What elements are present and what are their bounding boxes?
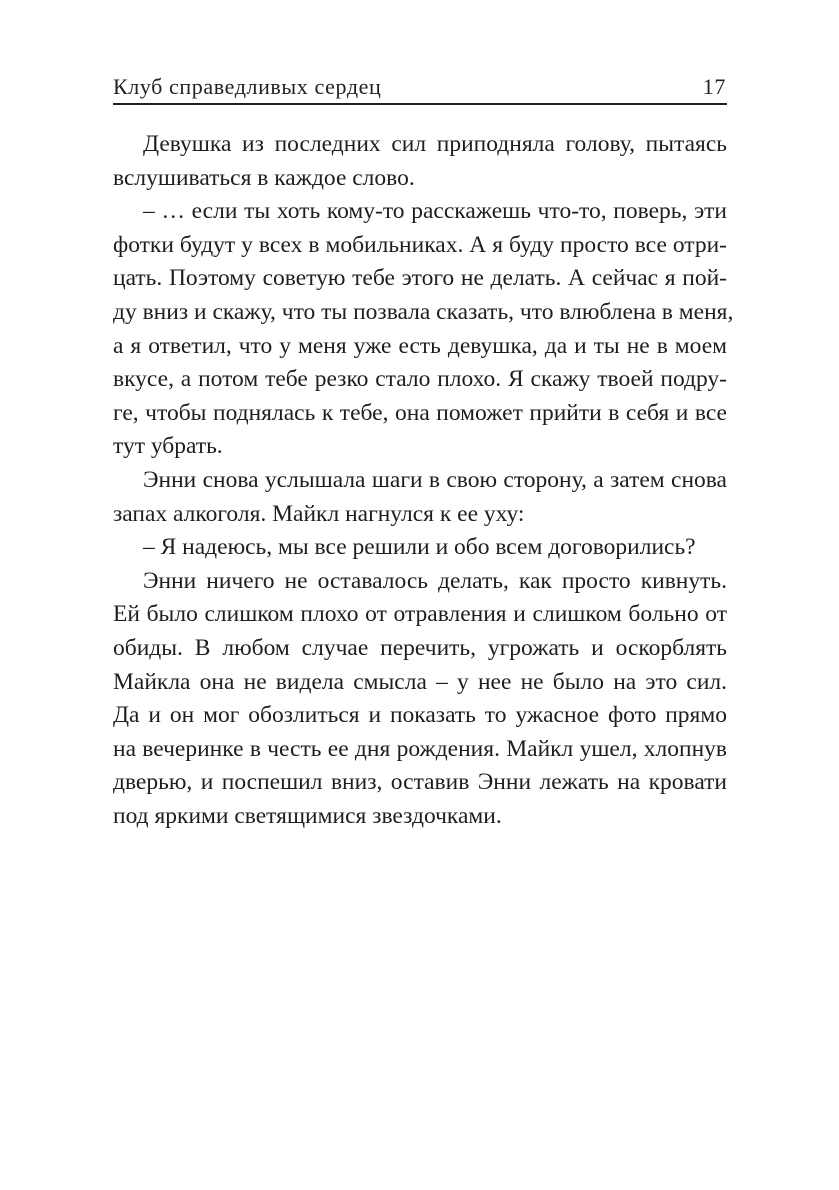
text-line: на вечеринке в честь ее дня рождения. Майкл ушел, хлопнув	[113, 735, 727, 762]
running-header	[113, 64, 726, 100]
text-line: – … если ты хоть кому-то расскажешь что-то, поверь, эти	[143, 198, 727, 225]
text-line: вслушиваться в каждое слово.	[113, 164, 415, 191]
text-line: обиды. В любом случае перечить, угрожать и оскорблять	[113, 634, 727, 661]
text-line: ге, чтобы поднялась к тебе, она поможет прийти в себя и все	[113, 399, 727, 426]
book-title: Клуб справедливых сердец	[113, 74, 382, 99]
text-line: Ей было слишком плохо от отравления и слишком больно от	[113, 601, 727, 628]
page-number: 17	[702, 74, 726, 99]
text-line: тут убрать.	[113, 433, 223, 460]
text-line: Да и он мог обозлиться и показать то ужасное фото прямо	[113, 702, 727, 729]
text-line: ду вниз и скажу, что ты позвала сказать, что влюблена в меня,	[113, 298, 734, 325]
text-line: под яркими светящимися звездочками.	[113, 802, 502, 829]
text-line: Энни ничего не оставалось делать, как просто кивнуть.	[143, 567, 727, 594]
text-line: Майкла она не видела смысла – у нее не было на это сил.	[113, 668, 727, 695]
text-line: а я ответил, что у меня уже есть девушка, да и ты не в моем	[113, 332, 727, 359]
text-line: цать. Поэтому советую тебе этого не делать. А сейчас я пой-	[113, 265, 727, 292]
text-line: – Я надеюсь, мы все решили и обо всем договорились?	[143, 534, 696, 561]
text-line: Энни снова услышала шаги в свою сторону, а затем снова	[143, 466, 727, 493]
text-line: Девушка из последних сил приподняла голову, пытаясь	[143, 131, 727, 157]
text-line: запах алкоголя. Майкл нагнулся к ее уху:	[113, 500, 525, 527]
page-body	[113, 128, 734, 833]
text-line: дверью, и поспешил вниз, оставив Энни лежать на кровати	[113, 769, 727, 796]
text-line: фотки будут у всех в мобильниках. А я буду просто все отри-	[113, 231, 727, 258]
header-divider	[113, 103, 727, 105]
text-line: вкусе, а потом тебе резко стало плохо. Я скажу твоей подру-	[113, 366, 727, 393]
